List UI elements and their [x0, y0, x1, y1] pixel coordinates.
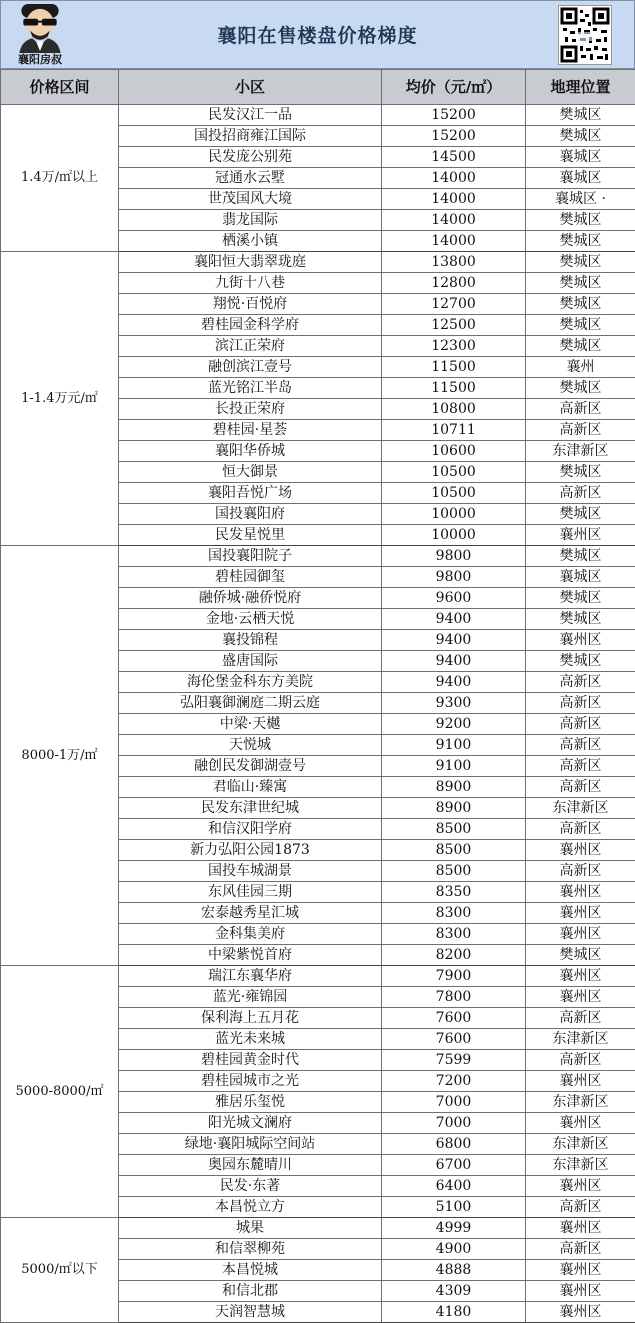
community-name-cell: 金科集美府: [119, 924, 382, 945]
average-price-cell: 7900: [382, 966, 526, 987]
location-cell: 高新区: [526, 1050, 635, 1071]
location-cell: 樊城区: [526, 546, 635, 567]
location-cell: 樊城区: [526, 504, 635, 525]
community-name-cell: 恒大御景: [119, 462, 382, 483]
community-name-cell: 长投正荣府: [119, 399, 382, 420]
community-name-cell: 弘阳襄御澜庭二期云庭: [119, 693, 382, 714]
table-body: [1, 105, 635, 1323]
community-name-cell: 融侨城·融侨悦府: [119, 588, 382, 609]
location-cell: 樊城区: [526, 126, 635, 147]
location-cell: 樊城区: [526, 378, 635, 399]
average-price-cell: 8900: [382, 777, 526, 798]
community-name-cell: 保利海上五月花: [119, 1008, 382, 1029]
price-range-cell: 8000-1万/㎡: [1, 546, 119, 966]
community-name-cell: 碧桂园御玺: [119, 567, 382, 588]
community-name-cell: 蓝光铭江半岛: [119, 378, 382, 399]
community-name-cell: 民发·东著: [119, 1176, 382, 1197]
community-name-cell: 瑞江东襄华府: [119, 966, 382, 987]
location-cell: 高新区: [526, 1008, 635, 1029]
average-price-cell: 9400: [382, 672, 526, 693]
average-price-cell: 8900: [382, 798, 526, 819]
price-range-cell: 1-1.4万元/㎡: [1, 252, 119, 546]
community-name-cell: 新力弘阳公园1873: [119, 840, 382, 861]
price-table: [0, 69, 635, 1323]
average-price-cell: 8500: [382, 861, 526, 882]
average-price-cell: 11500: [382, 378, 526, 399]
location-cell: 高新区: [526, 1197, 635, 1218]
average-price-cell: 12300: [382, 336, 526, 357]
location-cell: 樊城区: [526, 252, 635, 273]
community-name-cell: 君临山·臻寓: [119, 777, 382, 798]
qr-code-icon: [559, 6, 611, 64]
location-cell: 襄州区: [526, 1071, 635, 1092]
location-cell: 襄州区: [526, 1302, 635, 1323]
location-cell: 樊城区: [526, 651, 635, 672]
community-name-cell: 中梁紫悦首府: [119, 945, 382, 966]
location-cell: 高新区: [526, 861, 635, 882]
average-price-cell: 9100: [382, 735, 526, 756]
community-name-cell: 栖溪小镇: [119, 231, 382, 252]
community-name-cell: 国投襄阳院子: [119, 546, 382, 567]
average-price-cell: 14000: [382, 168, 526, 189]
community-name-cell: 襄阳华侨城: [119, 441, 382, 462]
community-name-cell: 绿地·襄阳城际空间站: [119, 1134, 382, 1155]
community-name-cell: 国投招商雍江国际: [119, 126, 382, 147]
location-cell: 襄州区: [526, 924, 635, 945]
community-name-cell: 融创民发御湖壹号: [119, 756, 382, 777]
community-name-cell: 城果: [119, 1218, 382, 1239]
community-name-cell: 襄投锦程: [119, 630, 382, 651]
average-price-cell: 7599: [382, 1050, 526, 1071]
community-name-cell: 碧桂园金科学府: [119, 315, 382, 336]
table-row: [1, 966, 635, 987]
price-range-cell: 1.4万/㎡以上: [1, 105, 119, 252]
location-cell: 襄州区: [526, 1281, 635, 1302]
location-cell: 樊城区: [526, 273, 635, 294]
average-price-cell: 6400: [382, 1176, 526, 1197]
average-price-cell: 4888: [382, 1260, 526, 1281]
location-cell: 襄州区: [526, 840, 635, 861]
community-name-cell: 东风佳园三期: [119, 882, 382, 903]
community-name-cell: 蓝光未来城: [119, 1029, 382, 1050]
average-price-cell: 9400: [382, 630, 526, 651]
table-row: [1, 1218, 635, 1239]
community-name-cell: 九街十八巷: [119, 273, 382, 294]
community-name-cell: 蓝光·雍锦园: [119, 987, 382, 1008]
community-name-cell: 襄阳恒大翡翠珑庭: [119, 252, 382, 273]
community-name-cell: 民发星悦里: [119, 525, 382, 546]
average-price-cell: 8300: [382, 903, 526, 924]
community-name-cell: 和信北郡: [119, 1281, 382, 1302]
community-name-cell: 翡龙国际: [119, 210, 382, 231]
logo-text: 襄阳房叔: [18, 53, 62, 66]
location-cell: 东津新区: [526, 441, 635, 462]
location-cell: 高新区: [526, 819, 635, 840]
price-range-cell: 5000-8000/㎡: [1, 966, 119, 1218]
location-cell: 高新区: [526, 399, 635, 420]
location-cell: 襄州区: [526, 903, 635, 924]
table-row: [1, 105, 635, 126]
community-name-cell: 碧桂园黄金时代: [119, 1050, 382, 1071]
average-price-cell: 9800: [382, 546, 526, 567]
average-price-cell: 7800: [382, 987, 526, 1008]
community-name-cell: 碧桂园城市之光: [119, 1071, 382, 1092]
average-price-cell: 6800: [382, 1134, 526, 1155]
community-name-cell: 中梁·天樾: [119, 714, 382, 735]
average-price-cell: 4999: [382, 1218, 526, 1239]
average-price-cell: 10711: [382, 420, 526, 441]
community-name-cell: 本昌悦城: [119, 1260, 382, 1281]
community-name-cell: 盛唐国际: [119, 651, 382, 672]
average-price-cell: 14000: [382, 210, 526, 231]
location-cell: 东津新区: [526, 1092, 635, 1113]
community-name-cell: 民发汉江一品: [119, 105, 382, 126]
header-banner: [0, 0, 635, 69]
community-name-cell: 奥园东麓晴川: [119, 1155, 382, 1176]
average-price-cell: 6700: [382, 1155, 526, 1176]
price-range-cell: 5000/㎡以下: [1, 1218, 119, 1323]
location-cell: 高新区: [526, 1239, 635, 1260]
location-cell: 樊城区: [526, 105, 635, 126]
column-header-community: 小区: [119, 70, 382, 105]
location-cell: 襄州区: [526, 966, 635, 987]
community-name-cell: 金地·云栖天悦: [119, 609, 382, 630]
community-name-cell: 滨江正荣府: [119, 336, 382, 357]
location-cell: 襄州区: [526, 882, 635, 903]
average-price-cell: 13800: [382, 252, 526, 273]
column-header-price-range: 价格区间: [1, 70, 119, 105]
average-price-cell: 10800: [382, 399, 526, 420]
location-cell: 高新区: [526, 693, 635, 714]
average-price-cell: 9100: [382, 756, 526, 777]
average-price-cell: 9600: [382, 588, 526, 609]
average-price-cell: 4900: [382, 1239, 526, 1260]
average-price-cell: 9200: [382, 714, 526, 735]
average-price-cell: 10000: [382, 525, 526, 546]
column-header-location: 地理位置: [526, 70, 635, 105]
community-name-cell: 民发东津世纪城: [119, 798, 382, 819]
table-header-row: [1, 70, 635, 105]
location-cell: 襄州: [526, 357, 635, 378]
location-cell: 东津新区: [526, 1155, 635, 1176]
community-name-cell: 国投襄阳府: [119, 504, 382, 525]
location-cell: 襄州区: [526, 987, 635, 1008]
average-price-cell: 9400: [382, 609, 526, 630]
column-header-average-price: 均价（元/㎡）: [382, 70, 526, 105]
community-name-cell: 国投车城湖景: [119, 861, 382, 882]
location-cell: 樊城区: [526, 462, 635, 483]
location-cell: 襄州区: [526, 525, 635, 546]
average-price-cell: 5100: [382, 1197, 526, 1218]
community-name-cell: 天悦城: [119, 735, 382, 756]
location-cell: 襄州区: [526, 1218, 635, 1239]
average-price-cell: 7000: [382, 1113, 526, 1134]
location-cell: 高新区: [526, 714, 635, 735]
average-price-cell: 15200: [382, 105, 526, 126]
average-price-cell: 10500: [382, 462, 526, 483]
location-cell: 高新区: [526, 777, 635, 798]
location-cell: 襄州区: [526, 1113, 635, 1134]
community-name-cell: 融创滨江壹号: [119, 357, 382, 378]
average-price-cell: 4309: [382, 1281, 526, 1302]
community-name-cell: 民发庞公别苑: [119, 147, 382, 168]
average-price-cell: 9300: [382, 693, 526, 714]
location-cell: 樊城区: [526, 294, 635, 315]
location-cell: 高新区: [526, 420, 635, 441]
location-cell: 樊城区: [526, 336, 635, 357]
location-cell: 东津新区: [526, 798, 635, 819]
location-cell: 东津新区: [526, 1029, 635, 1050]
location-cell: 樊城区: [526, 588, 635, 609]
average-price-cell: 8200: [382, 945, 526, 966]
community-name-cell: 本昌悦立方: [119, 1197, 382, 1218]
location-cell: 襄州区: [526, 1176, 635, 1197]
average-price-cell: 10000: [382, 504, 526, 525]
location-cell: 樊城区: [526, 231, 635, 252]
average-price-cell: 7600: [382, 1029, 526, 1050]
location-cell: 樊城区: [526, 609, 635, 630]
location-cell: 高新区: [526, 735, 635, 756]
community-name-cell: 碧桂园·星荟: [119, 420, 382, 441]
location-cell: 樊城区: [526, 210, 635, 231]
location-cell: 樊城区: [526, 315, 635, 336]
average-price-cell: 14000: [382, 189, 526, 210]
community-name-cell: 冠通水云墅: [119, 168, 382, 189]
table-row: [1, 252, 635, 273]
average-price-cell: 4180: [382, 1302, 526, 1323]
average-price-cell: 15200: [382, 126, 526, 147]
average-price-cell: 11500: [382, 357, 526, 378]
average-price-cell: 9400: [382, 651, 526, 672]
community-name-cell: 宏泰越秀星汇城: [119, 903, 382, 924]
page-title: 襄阳在售楼盘价格梯度: [217, 25, 418, 47]
average-price-cell: 7200: [382, 1071, 526, 1092]
community-name-cell: 海伦堡金科东方美院: [119, 672, 382, 693]
location-cell: 高新区: [526, 756, 635, 777]
average-price-cell: 10600: [382, 441, 526, 462]
average-price-cell: 8500: [382, 840, 526, 861]
qr-code: [558, 5, 612, 65]
location-cell: 襄城区: [526, 567, 635, 588]
average-price-cell: 14000: [382, 231, 526, 252]
average-price-cell: 12700: [382, 294, 526, 315]
average-price-cell: 12500: [382, 315, 526, 336]
community-name-cell: 和信汉阳学府: [119, 819, 382, 840]
average-price-cell: 8500: [382, 819, 526, 840]
community-name-cell: 世茂国风大境: [119, 189, 382, 210]
average-price-cell: 8300: [382, 924, 526, 945]
location-cell: 高新区: [526, 483, 635, 504]
location-cell: 东津新区: [526, 1134, 635, 1155]
location-cell: 樊城区: [526, 945, 635, 966]
community-name-cell: 天润智慧城: [119, 1302, 382, 1323]
location-cell: 高新区: [526, 672, 635, 693]
location-cell: 襄城区: [526, 147, 635, 168]
community-name-cell: 襄阳吾悦广场: [119, 483, 382, 504]
average-price-cell: 8350: [382, 882, 526, 903]
average-price-cell: 10500: [382, 483, 526, 504]
table-row: [1, 546, 635, 567]
location-cell: 襄州区: [526, 1260, 635, 1281]
community-name-cell: 翔悦·百悦府: [119, 294, 382, 315]
average-price-cell: 7600: [382, 1008, 526, 1029]
average-price-cell: 9800: [382, 567, 526, 588]
community-name-cell: 雅居乐玺悦: [119, 1092, 382, 1113]
community-name-cell: 和信翠柳苑: [119, 1239, 382, 1260]
location-cell: 襄州区: [526, 630, 635, 651]
average-price-cell: 12800: [382, 273, 526, 294]
community-name-cell: 阳光城文澜府: [119, 1113, 382, 1134]
location-cell: 襄城区: [526, 168, 635, 189]
average-price-cell: 14500: [382, 147, 526, 168]
average-price-cell: 7000: [382, 1092, 526, 1113]
location-cell: 襄城区 ·: [526, 189, 635, 210]
